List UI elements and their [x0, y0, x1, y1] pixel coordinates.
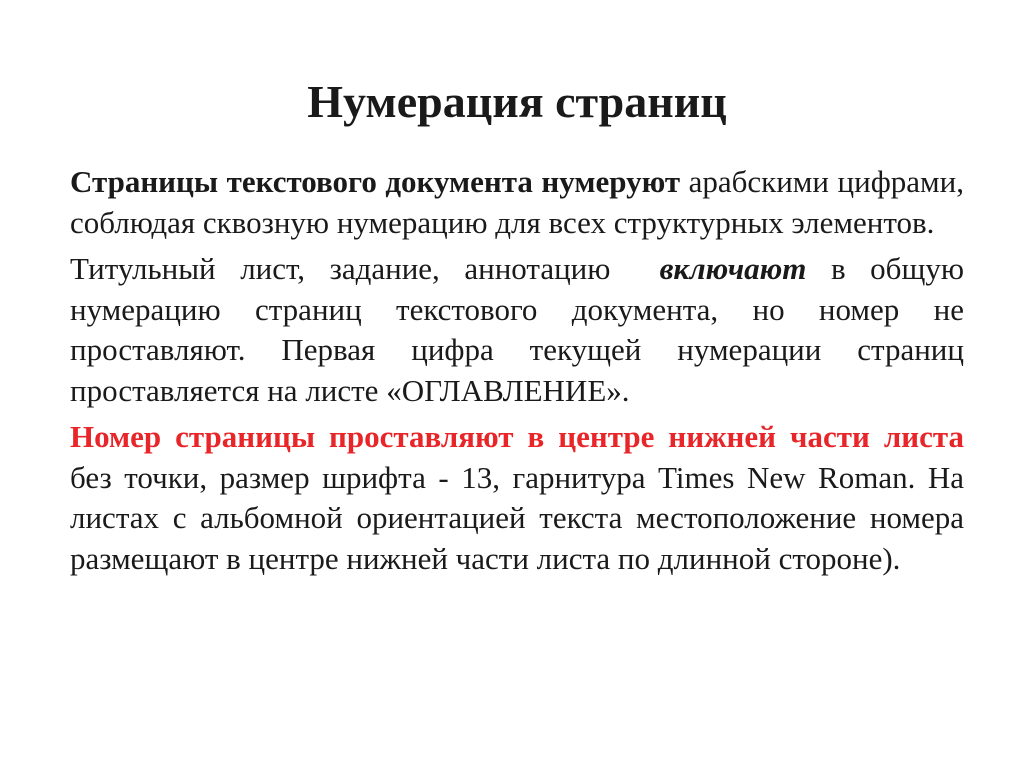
paragraph-3-text: без точки, размер шрифта - 13, гарнитура Times New Roman. На листах с альбомной ориентацией текста местоположение номера размещают в центре нижней части листа по длинной стороне).	[70, 459, 964, 576]
paragraph-placement-rule	[70, 417, 964, 579]
paragraph-1-bold-lead: Страницы текстового документа нумеруют	[70, 164, 681, 199]
slide-title: Нумерация страниц	[307, 76, 727, 127]
paragraph-2-text-start: Титульный лист, задание, аннотацию	[70, 251, 660, 286]
slide-body	[70, 162, 964, 579]
paragraph-title-page-rule	[70, 249, 964, 411]
paragraph-2-text-end: в общую нумерацию страниц текстового документа, но номер не проставляют. Первая цифра текущей нумерации страниц проставляется на листе «ОГЛАВЛЕНИЕ».	[70, 251, 964, 408]
paragraph-numbering-rule	[70, 162, 964, 243]
paragraph-2-italic-emphasis: включают	[659, 251, 807, 286]
paragraph-1-text: арабскими цифрами, соблюдая сквозную нумерацию для всех структурных элементов.	[70, 164, 964, 240]
paragraph-3-red-lead: Номер страницы проставляют в центре нижней части листа	[70, 419, 964, 454]
